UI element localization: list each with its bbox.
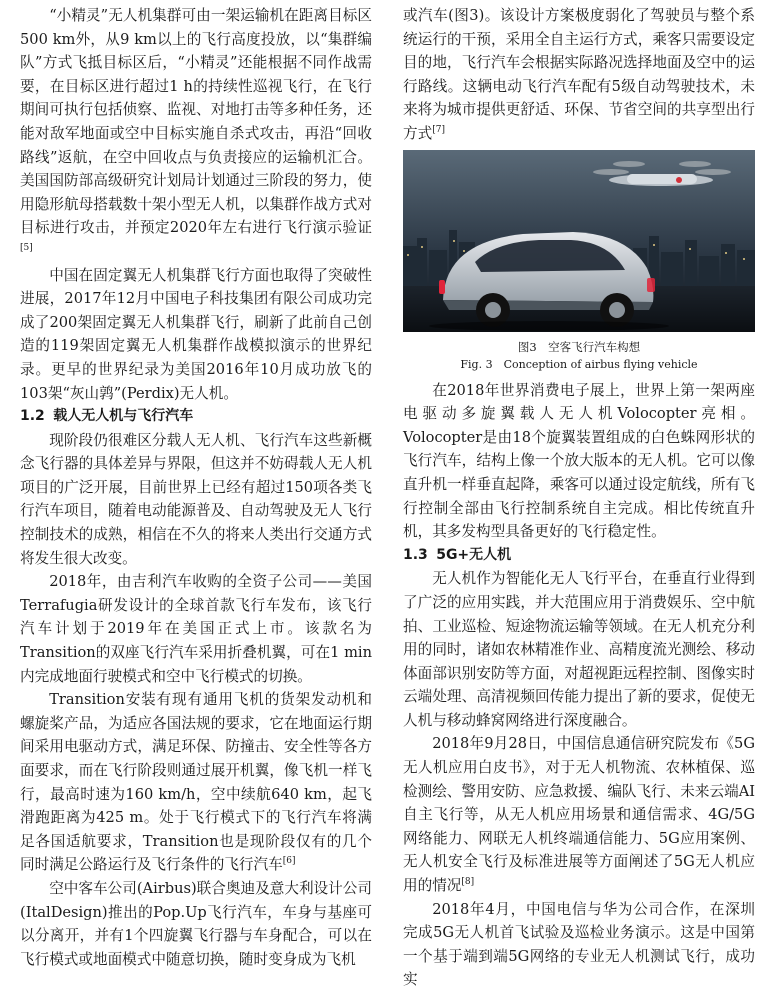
section-title: 载人无人机与飞行汽车 [53, 408, 194, 425]
figure-3 [403, 150, 755, 373]
paragraph: 中国在固定翼无人机集群飞行方面也取得了突破性进展，2017年12月中国电子科技集团有限公司成功完成了200架固定翼无人机集群飞行，刷新了此前自己创造的119架固定翼无人机集群作战模拟演示的世界纪录。更早的世界纪录为美国2016年10月成功放飞的103架“灰山鹑”(Perdix)无人机。 [20, 266, 372, 402]
paragraph: 2018年，由吉利汽车收购的全资子公司——美国Terrafugia研发设计的全球首款飞行车发布，该飞行汽车计划于2019年在美国正式上市。该款名为Transition的双座飞行汽车采用折叠机翼，可在1 min内完成地面行驶模式和空中飞行模式的切换。 [20, 573, 372, 685]
left-column [20, 4, 372, 971]
paragraph: 2018年9月28日，中国信息通信研究院发布《5G无人机应用白皮书》，对于无人机物流、农林植保、巡检测绘、警用安防、应急救援、编队飞行、未来云端AI自主飞行等，从无人机应用场景和通信需求、4G/5G网络能力、网联无人机终端通信能力、5G应用案例、无人机安全飞行及标准进展等方面阐述了5G无人机应用的情况[8] [403, 735, 755, 895]
section-title: 5G+无人机 [436, 546, 512, 563]
section-heading-1-3 [403, 544, 755, 568]
section-number: 1.3 [403, 546, 428, 563]
paragraph: 现阶段仍很难区分载人无人机、飞行汽车这些新概念飞行器的具体差异与界限，但这并不妨碍载人无人机项目的广泛开展，目前世界上已经有超过150项各类飞行汽车项目，随着电动能源普及、自动驾驶及无人飞行控制技术的成熟，相信在不久的将来人类出行交通方式将发生很大改变。 [20, 431, 372, 567]
right-column [403, 4, 755, 992]
citation-ref: [8] [461, 877, 475, 888]
paragraph: 或汽车(图3)。该设计方案极度弱化了驾驶员与整个系统运行的干预，采用全自主运行方式，乘客只需要设定目的地，飞行汽车会根据实际路况选择地面及空中的运行路线。这辆电动飞行汽车配有5级自动驾驶技术，未来将为城市提供更舒适、环保、节省空间的共享型出行方式[7] [403, 7, 755, 142]
section-heading-1-2 [20, 405, 372, 429]
paragraph: Transition安装有现有通用飞机的货架发动机和螺旋桨产品，为适应各国法规的要求，它在地面运行期间采用电驱动方式，满足环保、防撞击、安全性等各方面要求，而在飞行阶段则通过展开机翼，像飞机一样飞行，最高时速为160 km/h，空中续航640 km，起飞滑跑距离为425 m。处于飞行模式下的飞行汽车将满足各国适航要求，Transition也是现阶段仅有的几个同时满足公路运行及飞行条件的飞行汽车[6] [20, 691, 372, 874]
paragraph: 无人机作为智能化无人飞行平台，在垂直行业得到了广泛的应用实践，并大范围应用于消费娱乐、空中航拍、工业巡检、短途物流运输等领域。在无人机充分利用的同时，诸如农林精准作业、高精度流光测绘、移动体面部识别安防等方面，对超视距远程控制、图像实时云端处理、高清视频回传能力提出了新的要求，促使无人机与移动蜂窝网络进行深度融合。 [403, 570, 755, 729]
paragraph: 空中客车公司(Airbus)联合奥迪及意大利设计公司(ItalDesign)推出的Pop.Up飞行汽车，车身与基座可以分离开，并有1个四旋翼飞行器与车身配合，可以在飞行模式或地面模式中随意切换，随时变身成为飞机 [20, 879, 372, 968]
section-number: 1.2 [20, 408, 45, 425]
paragraph: 2018年4月，中国电信与华为公司合作，在深圳完成5G无人机首飞试验及巡检业务演示。这是中国第一个基于端到端5G网络的专业无人机测试飞行，成功实 [403, 900, 755, 989]
flying-car-photo [403, 150, 755, 332]
paragraph: 在2018年世界消费电子展上，世界上第一架两座电驱动多旋翼载人无人机Volocopter亮相。Volocopter是由18个旋翼装置组成的白色蛛网形状的飞行汽车，结构上像一个放大版本的无人机。它可以像直升机一样垂直起降，乘客可以通过设定航线，所有飞行控制全部由飞行控制系统自主完成。相比传统直升机，其多发构型具备更好的飞行稳定性。 [403, 381, 755, 541]
paragraph: “小精灵”无人机集群可由一架运输机在距离目标区500 km外，从9 km以上的飞行高度投放，以“集群编队”方式飞抵目标区后，“小精灵”还能根据不同作战需要，在目标区进行超过1 h的持续性巡视飞行，在飞行期间可执行包括侦察、监视、对地打击等多种任务，还能对敌军地面或空中目标实施自杀式攻击，再沿“回收路线”返航，在空中回收点与负责接应的运输机汇合。美国国防部高级研究计划局计划通过三阶段的努力，使用隐形航母搭载数十架小型无人机，以集群作战方式对目标进行攻击，并预定2020年左右进行飞行演示验证[5] [20, 7, 372, 254]
citation-ref: [5] [20, 243, 33, 254]
citation-ref: [7] [432, 125, 445, 136]
figure-caption-en: Fig. 3 Conception of airbus flying vehicle [460, 357, 698, 371]
citation-ref: [6] [282, 856, 296, 867]
figure-caption-cn: 图3 空客飞行汽车构想 [517, 339, 641, 354]
